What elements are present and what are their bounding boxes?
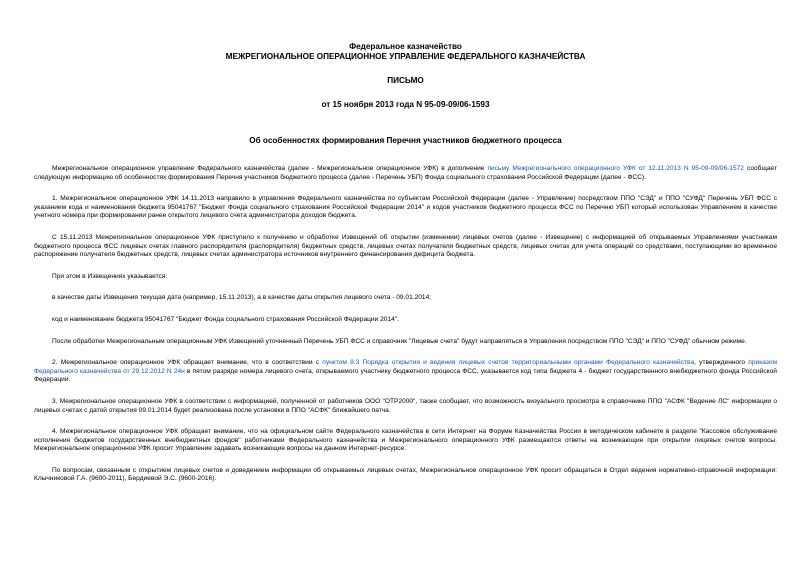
link-letter-1572[interactable]: письму Межрегионального операционного УФК от 12.11.2013 N 95-09-09/06-1572 [487, 165, 744, 172]
paragraph-3: С 15.11.2013 Межрегиональное операционное УФК приступило к получению и обработке Извещений об открытии (изменении) лицевых счетов (далее - Извещение) с информацией об открываемых Управлениями участникам бюджетного процесса ФСС лицевых счетах главного распорядителя (распорядителя) бюджетных средств, лицевых счетах получателя бюджетных средств, лицевых счетах для учета операций со средствами, поступающими во временное распоряжение получателя бюджетных средств, лицевых счетах администратора источников внутреннего финансирования дефицита бюджета. [34, 233, 777, 259]
doc-subtitle: Об особенностях формирования Перечня участников бюджетного процесса [249, 136, 562, 145]
text: , утвержденного [694, 359, 749, 367]
paragraph-8 [34, 359, 777, 385]
paragraph-1 [34, 165, 777, 182]
org-name: Федеральное казначейство [349, 42, 462, 51]
paragraph-5: в качестве даты Извещения текущая дата (например, 15.11.2013), а в качестве даты открытия лицевого счета - 09.01.2014; [52, 294, 432, 302]
dept-name: МЕЖРЕГИОНАЛЬНОЕ ОПЕРАЦИОННОЕ УПРАВЛЕНИЕ ФЕДЕРАЛЬНОГО КАЗНАЧЕЙСТВА [225, 52, 586, 61]
paragraph-11: По вопросам, связанным с открытием лицевых счетов и доведением информации об открываемых лицевых счетах, Межрегиональное операционное УФК просит обращаться в Отдел ведения нормативно-справочной информации: Клычниковой Г.А. (9600-2011), Бердиевой Э.С. (9600-2016). [34, 466, 777, 483]
link-order-clause-8-3[interactable]: пунктом 8.3 Порядка открытия и ведения лицевых счетов территориальными органами Федерального казначейства [322, 359, 695, 367]
doc-date: от 15 ноября 2013 года N 95-09-09/06-1593 [321, 100, 490, 109]
text: Межрегиональное операционное управление Федерального казначейства (далее - Межрегиональное операционное УФК) в дополнение [52, 165, 488, 172]
text: в пятом разряде номера лицевого счета, открываемого участнику бюджетного процесса ФСС, указывается код типа бюджета 4 - бюджет государственного внебюджетного фонда Российской Федерации. [34, 367, 777, 384]
text: 2. Межрегиональное операционное УФК обращает внимание, что в соответствии с [52, 359, 320, 367]
paragraph-10: 4. Межрегиональное операционное УФК обращает внимание, что на официальном сайте Федерального казначейства в сети Интернет на Форуме Казначейства России в методическом кабинете в разделе "Кассовое обслуживание исполнения бюджетов государственных внебюджетных фондов" работниками Федерального казначейства и Межрегионального операционного УФК размещаются ответы на возникающие при открытии лицевых счетов вопросы. Межрегиональное операционное УФК просит Управление задавать возникающие вопросы на данном Интернет-ресурсе. [34, 428, 777, 453]
doc-type: ПИСЬМО [387, 76, 424, 85]
paragraph-4: При этом в Извещениях указывается: [52, 272, 168, 280]
link-order-24n[interactable]: приказом Федерального казначейства от 29.12.2012 N 24н [34, 359, 777, 375]
paragraph-6: код и наименование бюджета 95041767 "Бюджет Фонда социального страхования Российской Федерации 2014". [52, 315, 399, 323]
paragraph-2: 1. Межрегиональное операционное УФК 14.11.2013 направило в управления Федерального казначейства по субъектам Российской Федерации (далее - Управление) посредством ППО "СЭД" и ППО "СУФД" Перечень УБП ФСС с указанием кода и наименования бюджета 95041767 "Бюджет Фонда социального страхования Российской Федерации 2014" и кодов участников бюджетного процесса ФСС по Перечню УБП который использован Управлением в качестве учетного номера при формировании ранее открытого лицевого счета администратора доходов бюджета. [34, 195, 777, 220]
paragraph-9: 3. Межрегиональное операционное УФК в соответствии с информацией, полученной от работников ООО "ОТР2000", также сообщает, что возможность визуального просмотра в справочнике ППО "АСФК "Ведение ЛС" информации о лицевых счетах с датой открытия 09.01.2014 будет реализована после установки в ППО "АСФК" ближайшего патча. [34, 397, 777, 414]
text: сообщает следующую информацию об особенностях формирования Перечня участников бюджетного процесса (далее - Перечень УБП) Фонда социального страхования Российской Федерации (далее - ФСС). [34, 165, 778, 181]
paragraph-7: После обработки Межрегиональным операционным УФК Извещений уточненный Перечень УБП ФСС и справочник "Лицевые счета" будут направляться в Управления посредством ППО "СЭД" и ППО "СУФД" обычном режиме. [52, 337, 747, 345]
